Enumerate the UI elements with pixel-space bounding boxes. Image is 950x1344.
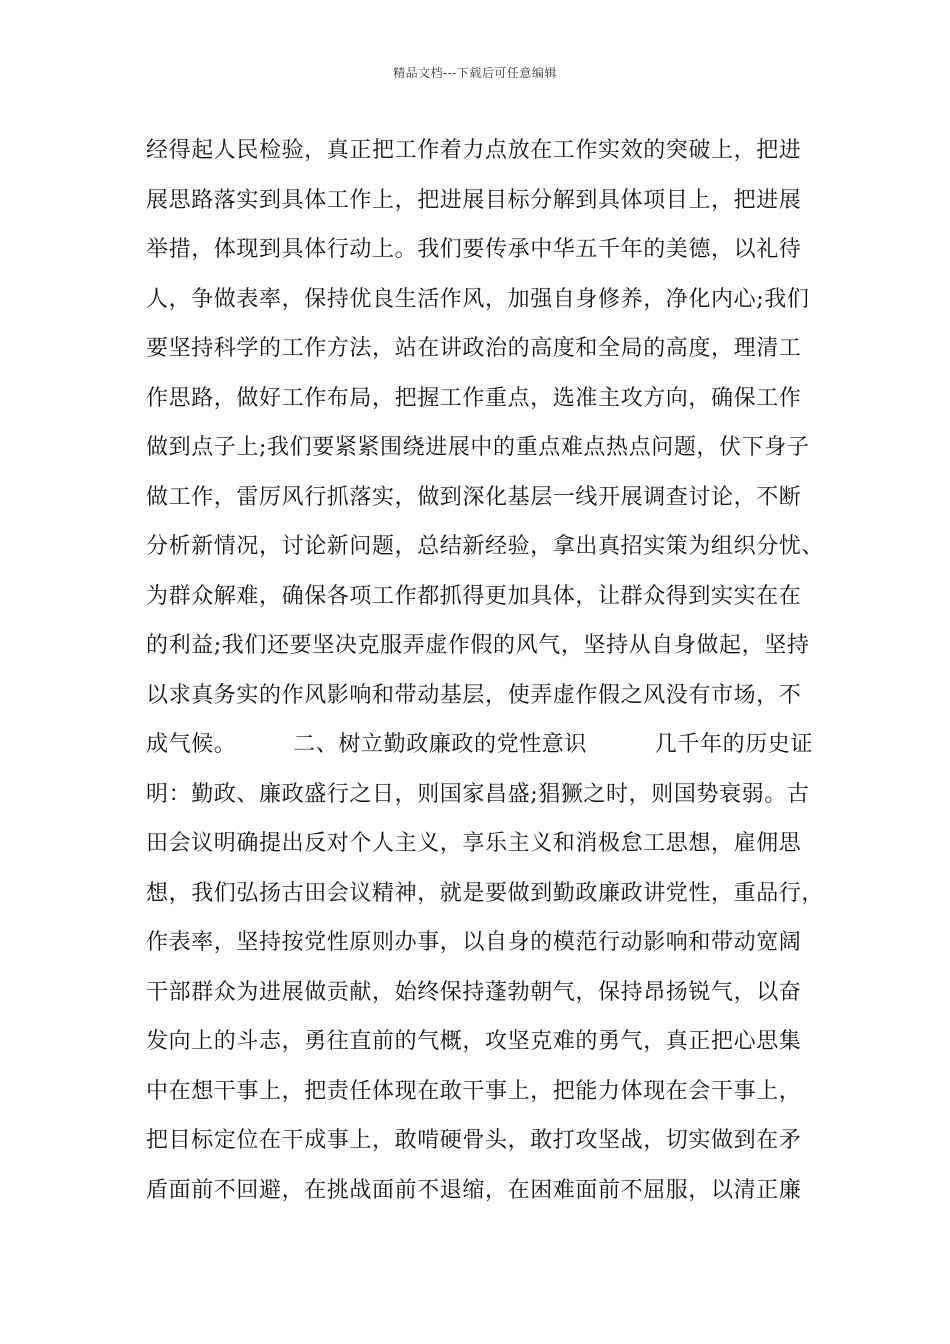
- text-line: 举措，体现到具体行动上。我们要传承中华五千年的美德，以礼待: [146, 237, 802, 262]
- text-line: 分析新情况，讨论新问题，总结新经验，拿出真招实策为组织分忧、: [146, 534, 825, 559]
- text-line: 盾面前不回避，在挑战面前不退缩，在困难面前不屈服，以清正廉: [146, 1177, 802, 1203]
- text-line: 把目标定位在干成事上，敢啃硬骨头，敢打攻坚战，切实做到在矛: [146, 1128, 802, 1153]
- text-line: 作思路，做好工作布局，把握工作重点，选准主攻方向，确保工作: [146, 385, 802, 411]
- text-line: 成气候。 二、树立勤政廉政的党性意识 几千年的历史证: [146, 732, 814, 757]
- text-line: 田会议明确提出反对个人主义，享乐主义和消极怠工思想，雇佣思: [146, 831, 802, 856]
- text-line: 以求真务实的作风影响和带动基层，使弄虚作假之风没有市场，不: [146, 682, 802, 708]
- text-line: 中在想干事上，把责任体现在敢干事上，把能力体现在会干事上，: [146, 1078, 802, 1104]
- text-line: 人，争做表率，保持优良生活作风，加强自身修养，净化内心;我们: [146, 286, 810, 312]
- text-line: 明：勤政、廉政盛行之日，则国家昌盛;猖獗之时，则国势衰弱。古: [146, 781, 810, 807]
- text-line: 要坚持科学的工作方法，站在讲政治的高度和全局的高度，理清工: [146, 336, 802, 361]
- text-line: 的利益;我们还要坚决克服弄虚作假的风气，坚持从自身做起，坚持: [146, 633, 810, 658]
- page-header: 精品文档---下载后可任意编辑: [393, 66, 557, 80]
- text-line: 为群众解难，确保各项工作都抓得更加具体，让群众得到实实在在: [146, 583, 802, 609]
- text-line: 干部群众为进展做贡献，始终保持蓬勃朝气，保持昂扬锐气，以奋: [146, 979, 802, 1005]
- text-line: 发向上的斗志，勇往直前的气概，攻坚克难的勇气，真正把心思集: [146, 1029, 802, 1054]
- text-line: 作表率，坚持按党性原则办事，以自身的模范行动影响和带动宽阔: [146, 930, 802, 955]
- text-line: 经得起人民检验，真正把工作着力点放在工作实效的突破上，把进: [146, 138, 802, 163]
- text-line: 想，我们弘扬古田会议精神，就是要做到勤政廉政讲党性，重品行，: [146, 880, 825, 906]
- text-line: 做到点子上;我们要紧紧围绕进展中的重点难点热点问题，伏下身子: [146, 435, 810, 460]
- body-text: [146, 131, 826, 1220]
- text-line: 做工作，雷厉风行抓落实，做到深化基层一线开展调查讨论，不断: [146, 484, 802, 510]
- text-line: 展思路落实到具体工作上，把进展目标分解到具体项目上，把进展: [146, 187, 802, 213]
